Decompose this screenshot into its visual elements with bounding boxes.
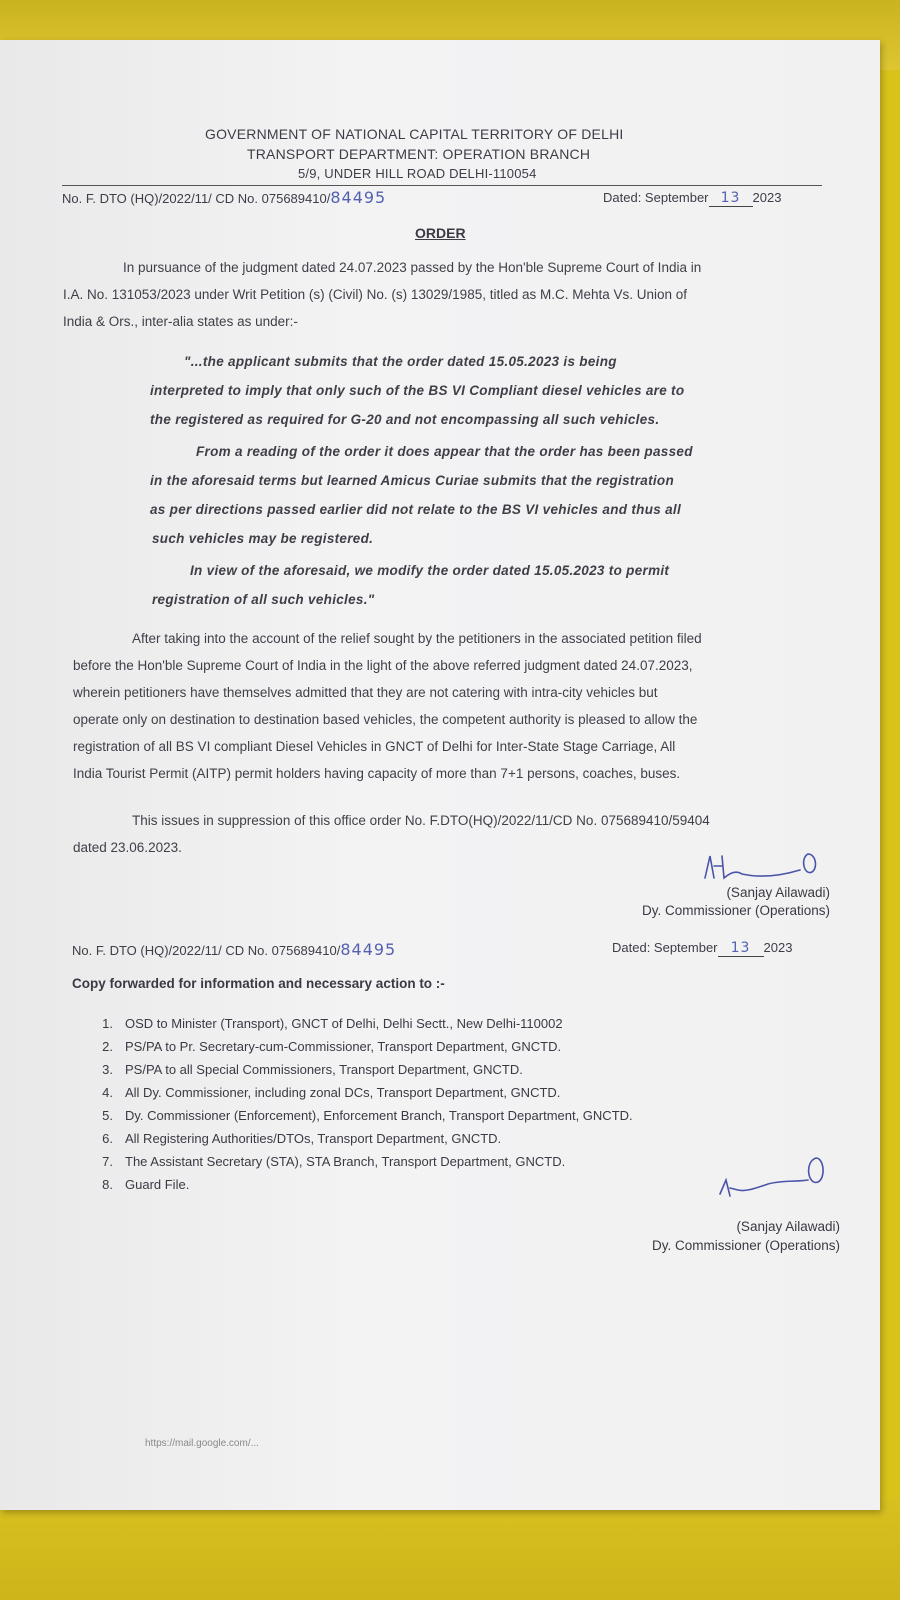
list-item-text: OSD to Minister (Transport), GNCT of Delhi, Delhi Sectt., New Delhi-110002 (125, 1016, 563, 1031)
quote-line1: "...the applicant submits that the order dated 15.05.2023 is being (184, 354, 617, 369)
para1-line3: India & Ors., inter-alia states as under:- (63, 314, 298, 329)
signature2-designation: Dy. Commissioner (Operations) (651, 1238, 840, 1253)
quote-line5: in the aforesaid terms but learned Amicus Curiae submits that the registration (150, 473, 675, 488)
list-item (85, 1035, 633, 1058)
ref-number-top (62, 188, 386, 207)
quote-line9: registration of all such vehicles." (152, 592, 375, 607)
list-item-number: 8. (102, 1177, 113, 1192)
list-item-number: 2. (102, 1039, 113, 1054)
para2-line3: wherein petitioners have themselves admitted that they are not catering with intra-city vehicles but (73, 685, 658, 700)
list-item (85, 1173, 633, 1196)
ref-number-prefix: No. F. DTO (HQ)/2022/11/ CD No. 075689410/ (62, 191, 331, 206)
list-item (85, 1081, 633, 1104)
list-item-number: 5. (102, 1108, 113, 1123)
list-item-text: PS/PA to Pr. Secretary-cum-Commissioner, Transport Department, GNCTD. (125, 1039, 562, 1054)
quote-line7: such vehicles may be registered. (152, 531, 374, 546)
copy-forwarded-heading: Copy forwarded for information and necessary action to :- (72, 976, 445, 991)
list-item (85, 1104, 633, 1127)
list-item (85, 1012, 633, 1035)
handwritten-ref-number: 84495 (330, 188, 387, 207)
dated-top (603, 190, 781, 207)
para2-line4: operate only on destination to destination based vehicles, the competent authority is pleased to allow the (73, 712, 698, 727)
list-item-number: 3. (102, 1062, 113, 1077)
signature1-designation: Dy. Commissioner (Operations) (641, 903, 830, 918)
signature-scribble-1 (700, 848, 830, 888)
quote-line6: as per directions passed earlier did not relate to the BS VI vehicles and thus all (150, 502, 682, 517)
header-line-1: GOVERNMENT OF NATIONAL CAPITAL TERRITORY OF DELHI (205, 126, 624, 142)
list-item-number: 7. (102, 1154, 113, 1169)
para2-line6: India Tourist Permit (AITP) permit holders having capacity of more than 7+1 persons, coaches, buses. (73, 766, 681, 781)
dated-year: 2023 (752, 190, 782, 205)
ref-number-bottom (72, 940, 396, 959)
ref-number-prefix-bottom: No. F. DTO (HQ)/2022/11/ CD No. 075689410/ (72, 943, 341, 958)
dated-prefix: Dated: September (603, 190, 709, 205)
list-item (85, 1127, 633, 1150)
recipients-list (85, 1012, 633, 1196)
list-item-text: Dy. Commissioner (Enforcement), Enforcement Branch, Transport Department, GNCTD. (125, 1108, 633, 1123)
header-divider (62, 185, 822, 186)
list-item (85, 1058, 633, 1081)
list-item-text: Guard File. (125, 1177, 190, 1192)
para3-line2: dated 23.06.2023. (73, 840, 182, 855)
footer-url: https://mail.google.com/... (145, 1438, 259, 1449)
quote-line3: the registered as required for G-20 and not encompassing all such vehicles. (150, 412, 660, 427)
handwritten-day-bottom: 13 (718, 940, 764, 957)
order-title: ORDER (415, 225, 466, 241)
list-item-text: PS/PA to all Special Commissioners, Transport Department, GNCTD. (125, 1062, 523, 1077)
para2-line2: before the Hon'ble Supreme Court of India in the light of the above referred judgment dated 24.07.2023, (73, 658, 693, 673)
background-bottom (0, 1500, 900, 1600)
list-item-text: All Dy. Commissioner, including zonal DCs, Transport Department, GNCTD. (125, 1085, 561, 1100)
quote-line2: interpreted to imply that only such of the BS VI Compliant diesel vehicles are to (150, 383, 685, 398)
para2-line1: After taking into the account of the relief sought by the petitioners in the associated petition filed (132, 631, 702, 646)
header-line-2: TRANSPORT DEPARTMENT: OPERATION BRANCH (247, 146, 591, 162)
handwritten-ref-number-bottom: 84495 (340, 940, 397, 959)
para1-line1: In pursuance of the judgment dated 24.07.2023 passed by the Hon'ble Supreme Court of India in (123, 260, 702, 275)
list-item-number: 6. (102, 1131, 113, 1146)
signature2-name: (Sanjay Ailawadi) (736, 1219, 840, 1234)
para1-line2: I.A. No. 131053/2023 under Writ Petition (s) (Civil) No. (s) 13029/1985, titled as M.C. Mehta Vs. Union of (63, 287, 688, 302)
quote-line8: In view of the aforesaid, we modify the order dated 15.05.2023 to permit (190, 563, 670, 578)
list-item-number: 1. (102, 1016, 113, 1031)
signature-scribble-2 (712, 1152, 832, 1202)
dated-bottom (612, 940, 792, 957)
para2-line5: registration of all BS VI compliant Diesel Vehicles in GNCT of Delhi for Inter-State Stage Carriage, All (73, 739, 676, 754)
dated-year-bottom: 2023 (763, 940, 793, 955)
dated-prefix-bottom: Dated: September (612, 940, 718, 955)
handwritten-day: 13 (709, 190, 753, 207)
quote-line4: From a reading of the order it does appear that the order has been passed (196, 444, 693, 459)
para3-line1: This issues in suppression of this office order No. F.DTO(HQ)/2022/11/CD No. 075689410/59404 (132, 813, 710, 828)
list-item (85, 1150, 633, 1173)
list-item-text: All Registering Authorities/DTOs, Transport Department, GNCTD. (125, 1131, 502, 1146)
list-item-text: The Assistant Secretary (STA), STA Branch, Transport Department, GNCTD. (125, 1154, 566, 1169)
list-item-number: 4. (102, 1085, 113, 1100)
signature1-name: (Sanjay Ailawadi) (726, 885, 830, 900)
header-line-3: 5/9, UNDER HILL ROAD DELHI-110054 (298, 166, 537, 181)
